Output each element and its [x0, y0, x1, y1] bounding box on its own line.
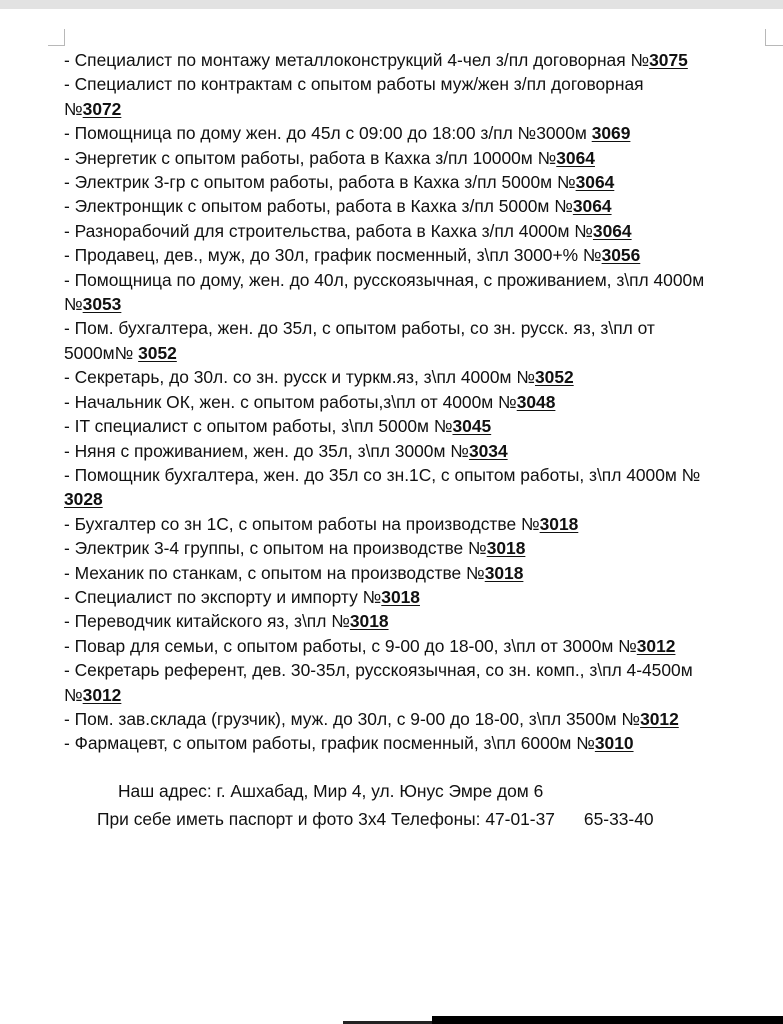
job-text-continuation: № — [64, 294, 83, 315]
job-listing — [64, 609, 764, 633]
vacancy-code: 3018 — [381, 586, 420, 607]
page-margin-mark-right — [765, 29, 783, 46]
job-text: - Помощник бухгалтера, жен. до 35л со зн.1С, с опытом работы, з\пл 4000м № — [64, 464, 701, 485]
job-text: - Электрик 3-гр с опытом работы, работа в Кахка з/пл 5000м № — [64, 172, 576, 193]
job-listing — [64, 390, 764, 414]
job-text: - Специалист по экспорту и импорту № — [64, 586, 382, 607]
job-text: - Электронщик с опытом работы, работа в Кахка з/пл 5000м № — [64, 196, 573, 217]
job-text: - Продавец, дев., муж, до 30л, график посменный, з\пл 3000+% № — [64, 245, 602, 266]
vacancy-code: 3012 — [82, 684, 122, 705]
job-listing — [64, 585, 764, 609]
job-listing — [64, 316, 764, 340]
job-listing — [64, 414, 764, 438]
vacancy-code: 3064 — [575, 172, 615, 193]
job-text: - Электрик 3-4 группы, с опытом на производстве № — [64, 538, 487, 559]
footer — [0, 777, 783, 833]
job-text: - IT специалист с опытом работы, з\пл 5000м № — [64, 416, 453, 437]
vacancy-code: 3053 — [82, 294, 122, 315]
vacancy-code: 3069 — [591, 123, 631, 144]
job-text: - Пом. зав.склада (грузчик), муж. до 30л, с 9-00 до 18-00, з\пл 3500м № — [64, 708, 641, 729]
job-listing-continuation — [64, 487, 764, 511]
job-list — [64, 48, 764, 756]
job-text: - Секретарь референт, дев. 30-35л, русскоязычная, со зн. комп., з\пл 4-4500м — [64, 660, 693, 681]
vacancy-code: 3010 — [594, 733, 634, 754]
job-text: - Няня с проживанием, жен. до 35л, з\пл 3000м № — [64, 440, 469, 461]
job-listing — [64, 170, 764, 194]
vacancy-code: 3052 — [534, 367, 574, 388]
job-listing — [64, 243, 764, 267]
vacancy-code: 3028 — [64, 489, 103, 510]
page-margin-mark-left — [48, 29, 65, 46]
job-listing-continuation — [64, 683, 764, 707]
job-text: - Разнорабочий для строительства, работа в Кахка з/пл 4000м № — [64, 220, 593, 241]
address-line: Наш адрес: г. Ашхабад, Мир 4, ул. Юнус Эмре дом 6 — [118, 781, 544, 801]
job-text: - Переводчик китайского яз, з\пл № — [64, 611, 350, 632]
vacancy-code: 3034 — [468, 440, 508, 461]
job-text: - Фармацевт, с опытом работы, график посменный, з\пл 6000м № — [64, 733, 595, 754]
job-text: - Специалист по контрактам с опытом работы муж/жен з/пл договорная — [64, 74, 644, 95]
job-text: - Помощница по дому жен. до 45л с 09:00 до 18:00 з/пл №3000м — [64, 123, 592, 144]
job-listing — [64, 707, 764, 731]
vacancy-code: 3048 — [516, 391, 556, 412]
job-listing — [64, 634, 764, 658]
job-listing — [64, 463, 764, 487]
job-listing — [64, 439, 764, 463]
job-listing-continuation — [64, 341, 764, 365]
job-text: - Специалист по монтажу металлоконструкций 4-чел з/пл договорная № — [64, 50, 650, 70]
vacancy-code: 3064 — [556, 147, 595, 168]
job-text: - Пом. бухгалтера, жен. до 35л, с опытом работы, со зн. русск. яз, з\пл от — [64, 318, 655, 339]
vacancy-code: 3064 — [592, 220, 632, 241]
job-text: - Помощница по дому, жен. до 40л, русскоязычная, с проживанием, з\пл 4000м — [64, 269, 705, 290]
vacancy-code: 3012 — [636, 635, 676, 656]
job-listing — [64, 146, 764, 170]
job-listing — [64, 561, 764, 585]
job-text: - Бухгалтер со зн 1С, с опытом работы на производстве № — [64, 513, 540, 534]
job-text-continuation: № — [64, 98, 83, 119]
job-listing — [64, 48, 764, 72]
job-listing — [64, 536, 764, 560]
vacancy-code: 3075 — [649, 50, 688, 70]
job-text-continuation: 5000м№ — [64, 342, 139, 363]
vacancy-code: 3018 — [484, 562, 524, 583]
job-listing-continuation — [64, 97, 764, 121]
vacancy-code: 3045 — [452, 416, 492, 437]
vacancy-code: 3064 — [572, 196, 612, 217]
vacancy-code: 3018 — [486, 538, 526, 559]
job-listing — [64, 731, 764, 755]
vacancy-code: 3052 — [138, 342, 177, 363]
job-listing — [64, 194, 764, 218]
job-listing — [64, 365, 764, 389]
job-listing — [64, 121, 764, 145]
job-text: - Механик по станкам, с опытом на производстве № — [64, 562, 485, 583]
vacancy-code: 3056 — [601, 245, 641, 266]
vacancy-code: 3018 — [349, 611, 389, 632]
top-strip — [0, 0, 783, 9]
job-listing — [64, 219, 764, 243]
job-listing — [64, 268, 764, 292]
job-listing-continuation — [64, 292, 764, 316]
vacancy-code: 3018 — [539, 513, 579, 534]
job-listing — [64, 658, 764, 682]
job-listing — [64, 72, 764, 96]
job-text: - Повар для семьи, с опытом работы, с 9-00 до 18-00, з\пл от 3000м № — [64, 635, 637, 656]
job-text: - Энергетик с опытом работы, работа в Кахка з/пл 10000м № — [64, 147, 557, 168]
job-text-continuation: № — [64, 684, 83, 705]
bottom-bar — [432, 1016, 783, 1024]
vacancy-code: 3072 — [82, 98, 122, 119]
documents-phones-line: При себе иметь паспорт и фото 3х4 Телефоны: 47-01-37 65-33-40 — [97, 809, 654, 829]
vacancy-code: 3012 — [640, 708, 679, 729]
job-text: - Начальник ОК, жен. с опытом работы,з\пл от 4000м № — [64, 391, 517, 412]
job-listing — [64, 512, 764, 536]
job-text: - Секретарь, до 30л. со зн. русск и туркм.яз, з\пл 4000м № — [64, 367, 535, 388]
